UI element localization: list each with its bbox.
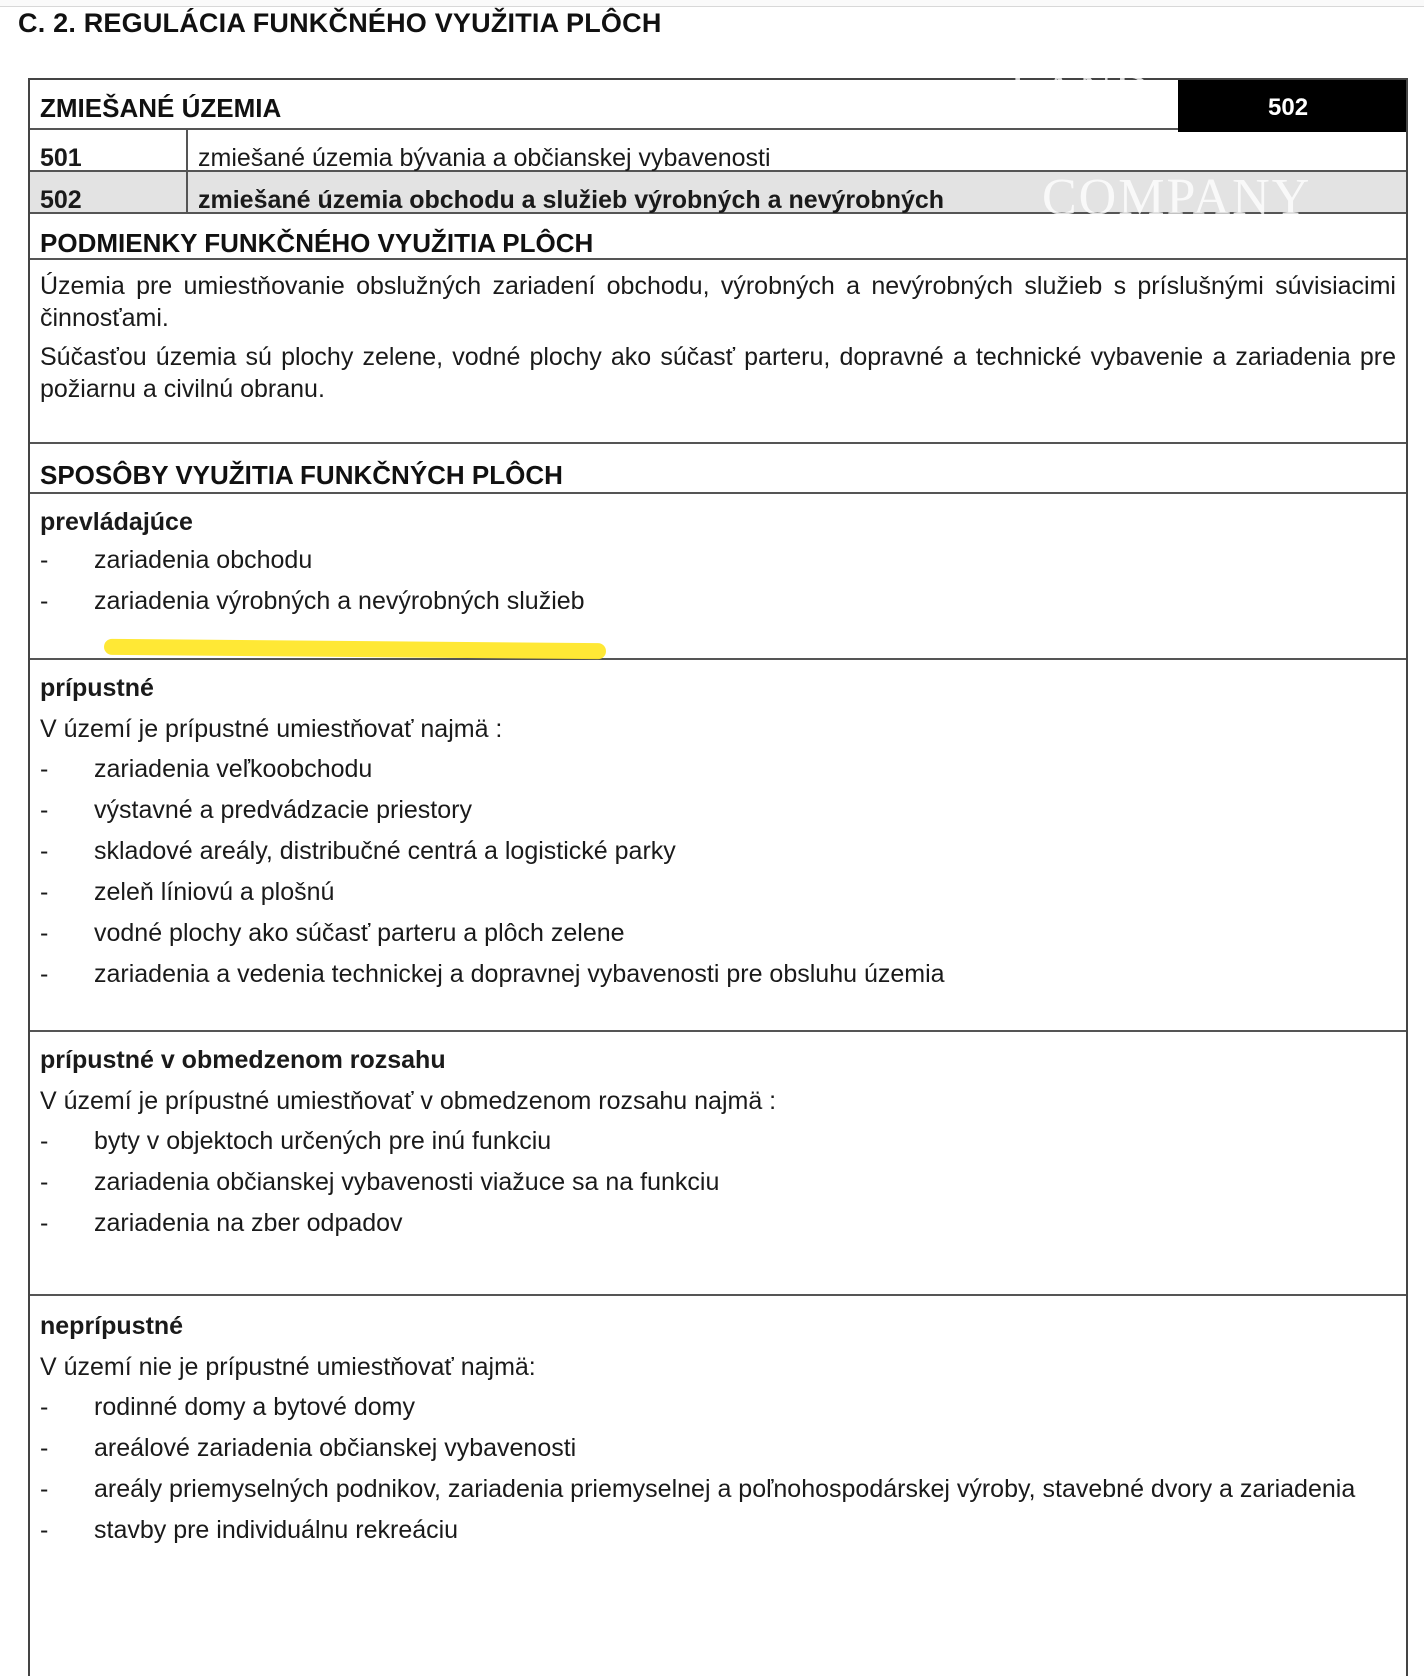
list-item-text: zariadenia výrobných a nevýrobných služieb [94, 587, 585, 615]
column-divider [186, 130, 188, 170]
list-item-text: vodné plochy ako súčasť parteru a plôch zelene [94, 919, 625, 947]
list-item [30, 1473, 1396, 1505]
bullet-dash: - [40, 755, 49, 783]
highlighter-mark [104, 639, 606, 659]
permissible-heading: prípustné [40, 674, 154, 702]
list-item-text: zeleň líniovú a plošnú [94, 878, 335, 906]
code-badge-label: 502 [1268, 94, 1309, 121]
list-item [30, 876, 1396, 908]
list-item-text: zariadenia obchodu [94, 546, 313, 574]
list-item [30, 1432, 1396, 1464]
limited-heading: prípustné v obmedzenom rozsahu [40, 1046, 446, 1074]
column-divider [186, 172, 188, 212]
list-item [30, 1207, 1396, 1239]
conditions-title-row [30, 214, 1406, 260]
list-item [30, 1514, 1396, 1546]
bullet-dash: - [40, 878, 49, 906]
table-header-row [30, 80, 1406, 130]
bullet-dash: - [40, 1475, 49, 1503]
limited-section [30, 1032, 1406, 1296]
code-value: 501 [40, 144, 82, 172]
impermissible-heading: neprípustné [40, 1312, 184, 1340]
predominant-heading: prevládajúce [40, 508, 193, 536]
impermissible-section [30, 1296, 1406, 1676]
list-item-text: výstavné a predvádzacie priestory [94, 796, 472, 824]
usage-title: SPOSÔBY VYUŽITIA FUNKČNÝCH PLÔCH [40, 460, 563, 490]
bullet-dash: - [40, 1168, 49, 1196]
impermissible-list [30, 1391, 1396, 1546]
bullet-dash: - [40, 1127, 49, 1155]
page-top-edge [0, 0, 1424, 7]
list-item-text: rodinné domy a bytové domy [94, 1393, 416, 1421]
list-item [30, 585, 1396, 617]
regulation-table [28, 78, 1408, 1676]
list-item [30, 544, 1396, 576]
bullet-dash: - [40, 1393, 49, 1421]
watermark-line-2: COMPANY [1042, 169, 1312, 226]
predominant-section [30, 494, 1406, 660]
code-row-502 [30, 172, 1406, 214]
document-title: C. 2. REGULÁCIA FUNKČNÉHO VYUŽITIA PLÔCH [18, 8, 662, 38]
list-item [30, 1125, 1396, 1157]
conditions-body [30, 260, 1406, 444]
list-item-text: zariadenia občianskej vybavenosti viažuce sa na funkciu [94, 1168, 720, 1196]
conditions-title: PODMIENKY FUNKČNÉHO VYUŽITIA PLÔCH [40, 228, 594, 258]
table-header-title: ZMIEŠANÉ ÚZEMIA [40, 93, 282, 123]
code-badge [1178, 80, 1406, 132]
list-item [30, 1391, 1396, 1423]
bullet-dash: - [40, 587, 49, 615]
list-item [30, 835, 1396, 867]
list-item-text: byty v objektoch určených pre inú funkciu [94, 1127, 552, 1155]
code-description: zmiešané územia obchodu a služieb výrobných a nevýrobných [198, 186, 945, 214]
conditions-paragraph: Územia pre umiestňovanie obslužných zariadení obchodu, výrobných a nevýrobných služieb s príslušnými súvisiacimi činnosťami. [40, 272, 1396, 332]
list-item-text: areálové zariadenia občianskej vybavenosti [94, 1434, 577, 1462]
list-item-text: skladové areály, distribučné centrá a logistické parky [94, 837, 676, 865]
list-item [30, 753, 1396, 785]
list-item [30, 794, 1396, 826]
code-row-501 [30, 130, 1406, 172]
list-item-text: areály priemyselných podnikov, zariadenia priemyselnej a poľnohospodárskej výroby, stavebné dvory a zariadenia [94, 1475, 1356, 1503]
list-item-text: zariadenia a vedenia technickej a dopravnej vybavenosti pre obsluhu územia [94, 960, 945, 988]
bullet-dash: - [40, 919, 49, 947]
permissible-section [30, 660, 1406, 1032]
list-item [30, 958, 1396, 990]
usage-title-row [30, 444, 1406, 494]
list-item [30, 917, 1396, 949]
code-value: 502 [40, 186, 82, 214]
predominant-list [30, 544, 1396, 617]
code-description: zmiešané územia bývania a občianskej vybavenosti [198, 144, 771, 172]
list-item [30, 1166, 1396, 1198]
limited-intro: V území je prípustné umiestňovať v obmedzenom rozsahu najmä : [40, 1087, 777, 1115]
bullet-dash: - [40, 1434, 49, 1462]
permissible-intro: V území je prípustné umiestňovať najmä : [40, 715, 503, 743]
bullet-dash: - [40, 1516, 49, 1544]
conditions-paragraph: Súčasťou územia sú plochy zelene, vodné plochy ako súčasť parteru, dopravné a technické vybavenie a zariadenia pre požiarnu a civilnú obranu. [40, 343, 1396, 403]
bullet-dash: - [40, 796, 49, 824]
watermark-line-1: LAND [1010, 65, 1152, 118]
bullet-dash: - [40, 837, 49, 865]
list-item-text: stavby pre individuálnu rekreáciu [94, 1516, 459, 1544]
list-item-text: zariadenia veľkoobchodu [94, 755, 373, 783]
bullet-dash: - [40, 546, 49, 574]
limited-list [30, 1125, 1396, 1239]
bullet-dash: - [40, 960, 49, 988]
bullet-dash: - [40, 1209, 49, 1237]
permissible-list [30, 753, 1396, 990]
impermissible-intro: V území nie je prípustné umiestňovať najmä: [40, 1353, 536, 1381]
list-item-text: zariadenia na zber odpadov [94, 1209, 403, 1237]
